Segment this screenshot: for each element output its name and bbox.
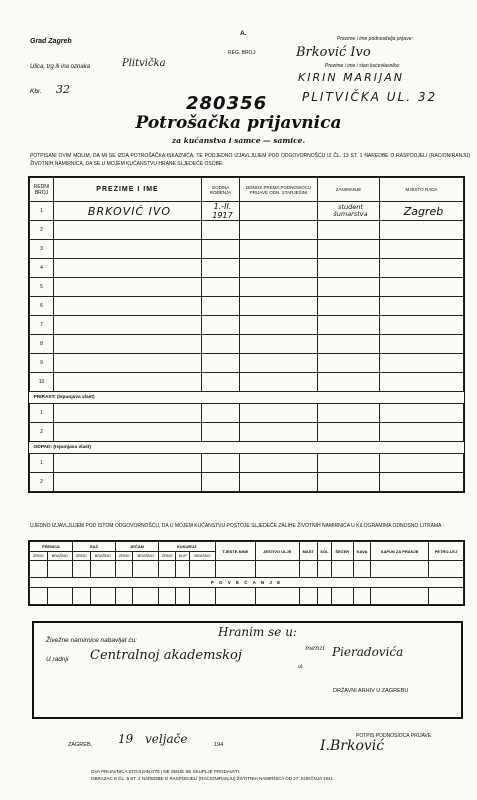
decrease-cell [240,473,318,492]
person-birth [202,354,240,373]
shop-label: U radnji [46,656,69,663]
increase-row [30,404,464,423]
increase-row [30,423,464,442]
row-number: 7 [30,316,54,335]
decrease-cell [380,454,464,473]
decrease-cell [54,473,202,492]
house-number-value: 32 [56,83,70,96]
signature: I.Brković [320,738,385,754]
street-value: Plitvička [122,58,166,69]
applicant-label: Prezime i ime podnositelja prijave: [337,36,413,42]
row-number: 2 [30,423,54,442]
person-birth [202,335,240,354]
person-name [54,335,202,354]
sub-zrno: ZRNO [30,552,48,561]
person-workplace [380,316,464,335]
person-name [54,259,202,278]
person-relation [240,335,318,354]
person-birth [202,373,240,392]
supplies-table [28,540,465,606]
person-workplace [380,278,464,297]
reg-number-label: REG. BROJ: [228,50,257,56]
col-header-number: REDNI BROJ [30,178,54,202]
group-kukuruz: KUKURUZ [158,542,215,552]
increase-label: P O V E Ć A N J E [30,578,464,588]
person-relation [240,278,318,297]
row-number: 1 [30,202,54,221]
place-label: ZAGREB, [68,742,93,748]
row-number: 6 [30,297,54,316]
person-birth: 1.-II. 1917 [202,202,240,221]
row-number: 3 [30,240,54,259]
year-label: 194 [214,742,224,748]
increase-cell [240,423,318,442]
person-name [54,316,202,335]
person-birth [202,297,240,316]
group-jecam: JEČAM [115,542,158,552]
person-occupation: student šumarstva [318,202,380,221]
person-row [30,278,464,297]
person-occupation [318,259,380,278]
row-number: 2 [30,221,54,240]
form-subtitle: za kućanstva i samce — samice. [171,136,306,145]
person-occupation [318,221,380,240]
person-relation [240,240,318,259]
legal-note: OBRAZAC K ČL. 5 ST. 2 NAREDBE O RASPODJELI (RACIONIRANJU) ŽIVOTNIH NAMIRNICA OD 27. SIJEČNJA 1941. [91,776,335,781]
archive-stamp: DRŽAVNI ARHIV U ZAGREBU [333,688,409,694]
persons-table [28,176,465,493]
person-name: BRKOVIĆ IVO [54,202,202,221]
person-workplace [380,259,464,278]
increase-cell [318,404,380,423]
person-relation [240,297,318,316]
decrease-cell [318,473,380,492]
person-row [30,316,464,335]
increase-cell [54,423,202,442]
person-name [54,278,202,297]
householder-value: KIRIN MARIJAN [298,71,404,84]
decrease-cell [240,454,318,473]
sub-brasno: BRAŠNO [133,552,158,561]
person-occupation [318,297,380,316]
supplies-row [30,561,464,578]
date-month: veljače [145,732,188,746]
signature-label: POTPIS PODNOSIOCA PRIJAVE: [356,733,433,739]
person-relation [240,316,318,335]
form-title: Potrošačka prijavnica [135,113,342,133]
person-birth [202,240,240,259]
decrease-row [30,473,464,492]
person-row [30,202,464,221]
person-occupation [318,316,380,335]
person-relation [240,373,318,392]
reg-number-value: 280356 [186,93,268,114]
person-occupation [318,278,380,297]
group-raz: RAŽ [72,542,115,552]
person-occupation [318,354,380,373]
handwritten-menza: menzi [305,644,325,652]
person-name [54,221,202,240]
person-row [30,221,464,240]
date-day: 19 [118,732,134,746]
row-number: 9 [30,354,54,373]
person-row [30,354,464,373]
handwritten-canteen: Centralnoj akademskoj [90,648,242,663]
increase-cell [54,404,202,423]
increase-cell [202,404,240,423]
form-letter: A. [240,30,247,37]
person-birth [202,221,240,240]
increase-cell [202,423,240,442]
supplies-group-header [30,542,464,552]
increase-cell [380,423,464,442]
person-workplace [380,221,464,240]
person-workplace [380,354,464,373]
persons-table-header [30,178,464,202]
row-number: 5 [30,278,54,297]
supplies-increase-header [30,578,464,588]
person-workplace: Zagreb [380,202,464,221]
group-secer: ŠEĆER [331,542,353,561]
increase-cell [380,404,464,423]
decrease-cell [54,454,202,473]
street-short-label: ul. [298,664,304,670]
group-kava: KAVA [353,542,371,561]
supplies-intro-text: UJEDNO IZJAVLJUJEM POD ISTOM ODGOVORNOŠĆU, DA U MOJEM KUĆANSTVU POSTOJE SLJEDEĆE ZALIHE ŽIVOTNIH NAMIRNICA U KILOGRAMIMA ODNOSNO LITRAMA : [30,523,444,529]
person-occupation [318,240,380,259]
price-note: OVA PRIJAVNICA STOJI DIN 0'75 I NE SMIJE SE SKUPLJE PRODAVATI. [91,769,241,774]
decrease-cell [380,473,464,492]
group-mast: MAST [299,542,317,561]
person-name [54,240,202,259]
group-ulje: JESTIVO ULJE [255,542,299,561]
sub-brasno: BRAŠNO [47,552,72,561]
person-workplace [380,373,464,392]
person-relation [240,221,318,240]
person-occupation [318,335,380,354]
row-number: 1 [30,454,54,473]
person-relation [240,354,318,373]
person-row [30,373,464,392]
col-header-workplace: MJESTO RADA [380,178,464,202]
decrease-cell [318,454,380,473]
col-header-relation: ODNOS PREMA PODNOSIOCU PRIJAVE ODN. STARJEŠINI [240,178,318,202]
supplies-increase-row [30,588,464,605]
person-row [30,335,464,354]
group-petrolej: PETRO-LEJ [428,542,463,561]
person-row [30,259,464,278]
row-number: 8 [30,335,54,354]
group-sol: SOL [317,542,331,561]
person-birth [202,259,240,278]
col-header-birth: GODINA ROĐENJA [202,178,240,202]
group-sapun: SAPUN ZA PRANJE [371,542,429,561]
householder-address: PLITVIČKA UL. 32 [302,90,438,104]
person-relation [240,259,318,278]
increase-cell [318,423,380,442]
sub-zrno: ZRNO [72,552,90,561]
decrease-label: ODPAD: (Ispunjava vlast) [30,442,464,454]
increase-cell [240,404,318,423]
decrease-section [30,442,464,454]
sub-brasno: BRAŠNO [90,552,115,561]
person-name [54,297,202,316]
handwritten-eating-at: Hranim se u: [218,625,297,639]
col-header-name: PREZIME I IME [54,178,202,202]
row-number: 4 [30,259,54,278]
person-row [30,240,464,259]
person-row [30,297,464,316]
group-tjestenine: TJESTE-NINE [215,542,255,561]
applicant-value: Brković Ivo [296,45,371,60]
street-label: Ulica, trg ili ina oznaka [30,64,91,70]
person-workplace [380,297,464,316]
decrease-cell [202,473,240,492]
person-name [54,354,202,373]
decrease-row [30,454,464,473]
person-workplace [380,240,464,259]
row-number: 10 [30,373,54,392]
supply-source-label: Živežne namirnice nabavljat ću: [46,637,138,644]
row-number: 1 [30,404,54,423]
col-header-occupation: ZANIMANJE [318,178,380,202]
increase-section [30,392,464,404]
person-name [54,373,202,392]
sub-brasno: BRAŠNO [190,552,215,561]
sub-zrno: ZRNO [158,552,176,561]
person-birth [202,278,240,297]
house-number-label: Kbr. [30,88,42,95]
person-relation [240,202,318,221]
city-label: Grad Zagreb [30,38,72,45]
row-number: 2 [30,473,54,492]
person-occupation [318,373,380,392]
person-workplace [380,335,464,354]
householder-label: Prezime i ime i stan kućevlasnika: [325,63,401,69]
decrease-cell [202,454,240,473]
sub-klip: KLIP [176,552,190,561]
person-birth [202,316,240,335]
increase-label: PRIRAST: (Ispunjava vlast) [30,392,464,404]
sub-zrno: ZRNO [115,552,133,561]
group-psenica: PŠENICA [30,542,73,552]
handwritten-street: Pieradovića [332,645,404,659]
intro-text: POTPISANI OVIM MOLIM, DA MI SE IZDA POTROŠAČKA ISKAZNICA, TE PODJEDNO IZJAVLJUJEM POD ODGOVORNOŠĆU IZ ČL. 13 ST. 1 NAREDBE O RASPODJELI (RACIONIRANJU) ŽIVOTNIH NAMIRNICA, DA SE U MOJEM KUĆANSTVU HRANE SLJEDEĆE OSOBE: [30,153,470,167]
